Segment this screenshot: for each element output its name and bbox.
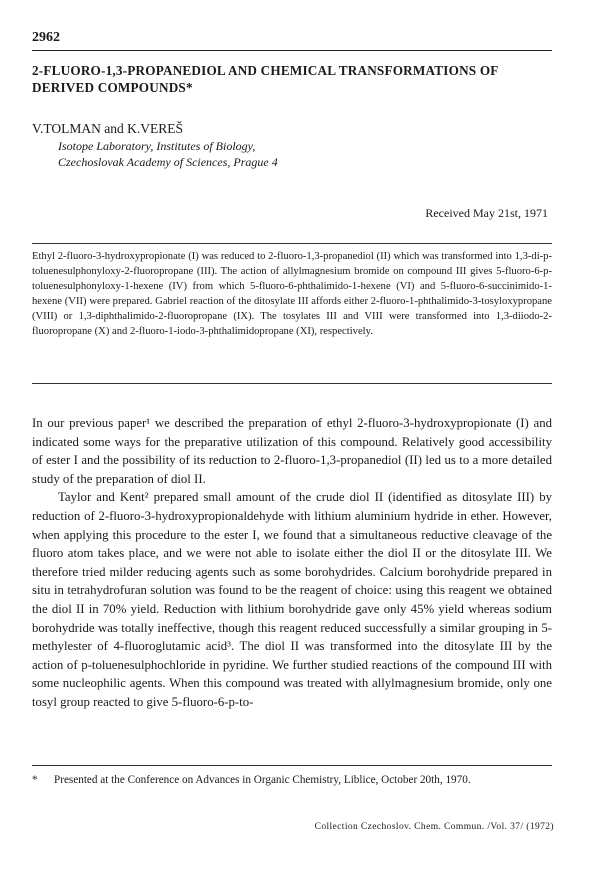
footnote-text: Presented at the Conference on Advances in Organic Chemistry, Liblice, October 20th, 1970. xyxy=(54,774,471,786)
footnote xyxy=(32,773,552,788)
paragraph-1: In our previous paper¹ we described the preparation of ethyl 2-fluoro-3-hydroxypropionate (I) and indicated some ways for the preparative utilization of this compound. Relatively good accessibility of ester I and the possibility of its reduction to 2-fluoro-1,3-propanediol (II) led us to a more detailed study of the preparation of diol II. xyxy=(32,416,552,486)
journal-citation: Collection Czechoslov. Chem. Commun. /Vol. 37/ (1972) xyxy=(314,822,554,832)
authors: V.TOLMAN and K.VEREŠ xyxy=(32,121,184,136)
abstract-rule-top xyxy=(32,243,552,244)
abstract-rule-bottom xyxy=(32,383,552,384)
affiliation-line-2: Czechoslovak Academy of Sciences, Prague 4 xyxy=(58,155,278,169)
footnote-rule xyxy=(32,765,552,766)
body-text xyxy=(32,414,552,712)
page-number: 2962 xyxy=(32,30,60,45)
affiliation xyxy=(58,138,278,170)
paragraph-2: Taylor and Kent² prepared small amount of the crude diol II (identified as ditosylate III) by reduction of 2-fluoro-3-hydroxypropionaldehyde with lithium aluminium hydride in ether. However, when applying this procedure to the ester I, we found that a simultaneous reductive cleavage of the fluoro atom takes place, and we were not able to isolate either the diol II or the ditosylate III. We therefore tried milder reducing agents such as some borohydrides. Calcium borohydride prepared in situ in tetrahydrofuran solution was found to be the reagent of choice: using this reagent we obtained the diol II in 70% yield. Reduction with lithium borohydride gave only 45% yield whereas sodium borohydride was totally ineffective, though this reagent reduced successfully a similar grouping in 5-methylester of 4-fluoroglutamic acid³. The diol II was transformed into the ditosylate III by the action of p-toluenesulphochloride in pyridine. We further studied reactions of the compound III with some nucleophilic agents. When this compound was treated with allylmagnesium bromide, only one tosyl group reacted to give 5-fluoro-6-p-to- xyxy=(32,490,552,709)
header-rule xyxy=(32,50,552,51)
abstract: Ethyl 2-fluoro-3-hydroxypropionate (I) was reduced to 2-fluoro-1,3-propanediol (II) which was transformed into 1,3-di-p-toluenesulphonyloxy-2-fluoropropane (III). The action of allylmagnesium bromide on compound III gives 5-fluoro-6-p-toluenesulphonyloxy-1-hexene (IV) from which 5-fluoro-6-phthalimido-1-hexene (VI) and 5-fluoro-6-succinimido-1-hexene (VII) were prepared. Gabriel reaction of the ditosylate III affords either 2-fluoro-1-phthalimido-3-tosyloxypropane (VIII) or 1,3-diphthalimido-2-fluoropropane (IX). The tosylates III and VIII were transformed into 1,3-diiodo-2-fluoropropane (X) and 2-fluoro-1-iodo-3-phthalimidopropane (XI), respectively. xyxy=(32,251,552,337)
received-date: Received May 21st, 1971 xyxy=(425,206,548,220)
footnote-mark: * xyxy=(32,774,38,786)
article-title: 2-FLUORO-1,3-PROPANEDIOL AND CHEMICAL TRANSFORMATIONS OF DERIVED COMPOUNDS* xyxy=(32,63,499,95)
affiliation-line-1: Isotope Laboratory, Institutes of Biology, xyxy=(58,139,256,153)
